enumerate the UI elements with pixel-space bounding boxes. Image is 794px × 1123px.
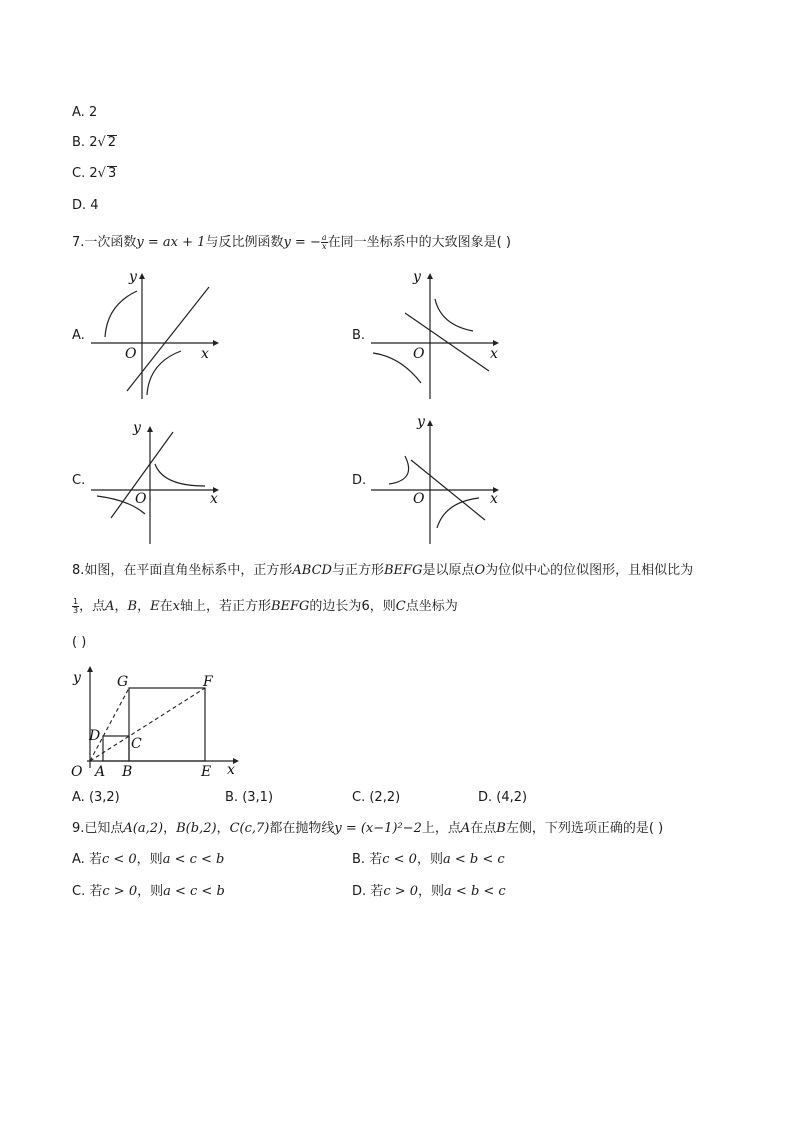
fig-G: G (117, 674, 129, 690)
fig-A: A (95, 764, 106, 780)
fig-y-label: y (73, 670, 81, 686)
q6-option-a: A. 2 (72, 105, 98, 120)
graph-a (85, 265, 225, 405)
q9-option-d: D. 若c > 0，则a < b < c (352, 884, 506, 899)
sqrt-sign: √ (97, 166, 106, 181)
graph-c-label: C. (72, 473, 86, 488)
fig-C: C (131, 736, 142, 752)
q9-option-b: B. 若c < 0，则a < b < c (352, 852, 505, 867)
fraction-one-third: $\frac{1}{3}$ (73, 597, 79, 615)
q8-figure (65, 660, 245, 785)
graph-c-origin: O (135, 491, 147, 507)
graph-b-x-label: x (490, 346, 498, 362)
graph-d-origin: O (413, 491, 425, 507)
graph-a-y-label: y (129, 269, 137, 285)
graph-b-y-label: y (413, 269, 421, 285)
q9-stem: 9.已知点A(a,2)，B(b,2)，C(c,7)都在抛物线y = (x−1)²−2上，点A在点B左侧，下列选项正确的是( ) (72, 821, 664, 836)
fig-F: F (203, 674, 213, 690)
fraction-a-over-x: $\frac{a}{x}$ (321, 233, 327, 251)
graph-c (85, 410, 225, 550)
graph-b (365, 265, 505, 405)
graph-a-label: A. (72, 328, 85, 343)
fig-B: B (122, 764, 133, 780)
graph-d-label: D. (352, 473, 367, 488)
fig-D: D (89, 728, 101, 744)
q8-option-d: D. (4,2) (478, 790, 528, 805)
fig-E: E (201, 764, 212, 780)
q8-answer-paren: ( ) (72, 635, 87, 650)
q8-option-c: C. (2,2) (352, 790, 401, 805)
graph-a-origin: O (125, 346, 137, 362)
graph-d (365, 410, 505, 550)
fig-O: O (71, 764, 83, 780)
q6-option-c: C. 2√ 3 (72, 166, 117, 181)
q9-option-c: C. 若c > 0，则a < c < b (72, 884, 225, 899)
graph-b-origin: O (413, 346, 425, 362)
q8-option-a: A. (3,2) (72, 790, 120, 805)
graph-c-y-label: y (133, 420, 141, 436)
fig-x-label: x (227, 762, 235, 778)
sqrt-sign: √ (97, 135, 106, 150)
graph-c-x-label: x (210, 491, 218, 507)
q8-option-b: B. (3,1) (225, 790, 274, 805)
graph-d-x-label: x (490, 491, 498, 507)
graph-a-x-label: x (201, 346, 209, 362)
q6-option-d: D. 4 (72, 198, 99, 213)
q6-option-b: B. 2√ 2 (72, 135, 117, 150)
q8-stem-line1: 8.如图，在平面直角坐标系中，正方形ABCD与正方形BEFG是以原点O为位似中心的位似图形，且相似比为 (72, 563, 694, 578)
q7-stem: 7.一次函数y = ax + 1与反比例函数y = − $\frac{a}{x}$ 在同一坐标系中的大致图象是( ) (72, 233, 511, 251)
q8-stem-line2: $\frac{1}{3}$ ，点A，B，E在x轴上，若正方形BEFG的边长为6，则C点坐标为 (73, 597, 458, 615)
q9-option-a: A. 若c < 0，则a < c < b (72, 852, 225, 867)
graph-d-y-label: y (417, 414, 425, 430)
graph-b-label: B. (352, 328, 366, 343)
